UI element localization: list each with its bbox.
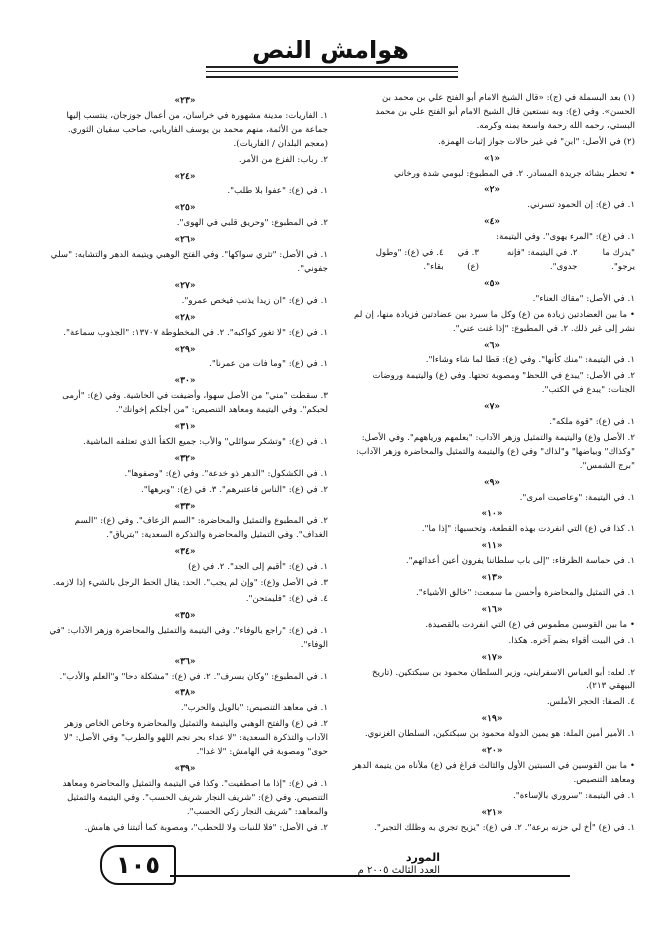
page-number: ١٠٥ [100,845,176,885]
verse-number: «٢٨» [174,312,196,323]
right-column [349,92,635,838]
footnote: ١. في (ع): "لا تغور كواكبه". ٢. في المخطوطة ١٣٧٠٧: "الجذوب سماعة". [63,327,328,338]
verse-number: «٢٩» [174,344,196,355]
verse-number: «٢٤» [174,171,196,182]
footnote: ١. في (ع): "وتشكر سوائلي" والأب: جميع الكفأ الذي تعتلفه الماشية. [83,436,328,447]
footnote: ١. في اليتيمة: "سروري بالإساءة". [512,790,635,801]
page-footer [100,845,570,885]
footnote: ١. في التمثيل والمحاضرة وأحسن ما سمعت: "خالق الأشياء". [416,588,635,598]
note-fragment: "يدرك ما يرجو". [602,248,635,272]
footnote: ١. في الأصل: "مقاك العناء". [532,293,635,304]
footnote: ١. في معاهد التنصيص: "بالويل والحرب". [180,703,328,714]
footnote: ٢. في المطبوع: "وحريق قلبي في الهوى". [176,218,328,229]
footnote: (١) بعد البسملة في (ج): «قال الشيخ الامام أبو الفتح علي بن محمد بن الحسن». وفي (ع): وبه نستعين قال الشيخ الامام أبو الفتح علي بن محمد البستي، رحمه الله رحمة واسعة بمنه وكرمه. [375,93,635,131]
note-fragment: ٤. في (ع): "وطول بقاء". [375,248,444,272]
verse-number: «٩» [483,477,501,488]
footnote: ١. في (ع): "عفوا بلا طلب". [227,186,328,197]
footnote: ١. في الكشكول: "الدهر ذو خدعة". وفي (ع): "وصفوها". [124,468,328,479]
footnote: ٢. في الأصل: "فلا للنبات ولا للحطب"، ومصوبة كما أثبتنا في هامش. [84,822,328,833]
verse-number: «١» [483,153,501,164]
verse-number: «١٦» [481,604,503,615]
footnote: ١. في اليتيمة: "وعاصيت امرى". [519,492,635,503]
footnote: ١. في (ع): "أقيم إلى الجد". ٢. في (ع) [188,562,328,573]
title-rule [206,66,458,68]
footnote: ١. في المطبوع: "وكان بسرف". ٢. في (ع): "مشكلة دحا" و"العلم والأدب". [59,671,328,682]
title-rule [206,71,458,72]
footnote: ١. في (ع): "راجع بالوفاء". وفي اليتيمة والتمثيل والمحاضرة وزهر الآداب: "في الوفاء". [49,625,328,650]
verse-number: «٢٧» [174,280,196,291]
footnote: • ما بين العضادتين زيادة من (ع) وكل ما سيرد بين عضادتين فزيادة منها، إن لم نشر إلى غير ذلك. ٢. في المطبوع: "إذا غنت عني". [353,309,635,334]
footnote: ٤. الصفا: الحجر الأملس. [546,697,635,708]
verse-number: «١٩» [481,714,503,725]
footnote: ٣. سقطت "مني" من الأصل سهوا، وأضيفت في الحاشية. وفي (ع): "أرمى لحبكم". وفي اليتيمة ومعاهد التنصيص: "من أجلكم إخوانك". [62,391,328,416]
issue-info: العدد الثالث ٢٠٠٥ م [357,865,440,876]
journal-name: المورد [405,851,440,864]
verse-number: «٥» [483,278,501,289]
footnote: ١. في البيت أقواء بضم آخره. هكذا. [508,635,635,646]
verse-number: «٣٩» [174,763,196,774]
note-fragment: ٢. في اليتيمة: "فإنه جدوى". [506,248,578,272]
title-rule [206,76,458,78]
footnote: ٢. في (ع): "الناس فاعتبرهم". ٣. في (ع): "وبرهها". [140,484,328,495]
verse-number: «٦» [483,340,501,351]
footnote: ٢. في المطبوع والتمثيل والمحاضرة: "السم الزعاف". وفي (ع): "السم الغداف". وفي التمثيل والمحاضرة والتذكرة السعدية: "بترياق". [74,516,328,541]
verse-number: «٣٨» [174,688,196,699]
footnote: ١. في (ع): إن الحمود تسرني. [527,200,635,211]
footnote: ٣. في الأصل و(ع): "وإن لم يجب". الحد: يقال الحط الرجل بالشيء إذا لازمه. [52,578,328,589]
footnote: ٤. في (ع): "فليمتحن". [245,594,328,604]
footnote: ١. في (ع): "قوة ملكه". [549,417,635,428]
footnote: ١. في (ع): "المرء يهوى". وفي اليتيمة: [496,232,635,243]
footnote: ١. كذا في (ع) التي انفردت بهذه القطعة، وتحسبها: "إذا ما". [421,524,635,535]
footnote: (٢) في الأصل: "ابن" في غير حالات جواز إثبات الهمزة. [438,136,635,147]
verse-number: «١١» [481,541,503,552]
verse-number: «٢٣» [174,96,196,106]
left-column [42,92,328,838]
verse-number: «٢٥» [174,203,196,214]
footnote: ١. في (ع): "ان زيدا يذنب فيخص عمرو". [181,295,328,306]
page-title: هوامش النص [252,36,409,64]
footnote: ١. الأمير أمين الملة: هو يمين الدولة محمود بن سبكتكين، السلطان الغزنوي. [364,729,635,740]
footnote: ١. في حماسة الظرفاء: "إلى باب سلطاننا يفرون أعين أعدائهم". [405,556,635,567]
verse-number: «١٧» [481,652,503,663]
footnote: ٢. في الأصل: "يبدع في اللحظ" ومصوبة تحتها. وفي (ع) واليتيمة وروضات الجنات: "يبدع في الكتب". [372,371,635,396]
verse-number: «٢٠» [481,746,503,757]
footnote: ١. في (ع): "وما فات من عمرنا". [209,359,328,370]
footnote: • ما بين القوسين مطموس في (ع) التي انفردت بالقصيدة. [425,619,635,630]
verse-number: «٣١» [174,422,196,433]
verse-number: «٣٤» [174,547,196,558]
footnote: ٢. لعله: أبو العباس الاسفرايني، وزير السلطان محمود بن سبكتكين. (تاريخ البيهقي ٢١٣). [371,667,635,692]
verse-number: «٣٠» [174,376,196,387]
footnote: ٢. رباب: الفزع من الأمر. [238,154,328,165]
footnote: • ما بين القوسين في السبتين الأول والثالث فراغ في (ع) ملأناه من يتيمة الدهر ومعاهد التنصيص. [352,760,635,785]
verse-number: «٢٦» [174,235,196,246]
footnote: ٢. الأصل و(ع) واليتيمة والتمثيل وزهر الآداب: "بعلمهم ورياههم". وفي الأصل: "وكذاك" وبياضها" و"لذاك" وفي (ع) واليتيمة والتمثيل والمحاضرة وزهر الآداب: "برج الشمس". [355,432,635,471]
verse-number: «٣٦» [174,656,196,667]
footnote: ١. الفاريات: مدينة مشهورة في خراسان، من أعمال جوزجان، ينتسب إليها جماعة من الأئمة، منهم محمد بن يوسف الفاريابي، صاحب سفيان الثوري. (معجم البلدان / الفاريات). [66,110,328,149]
verse-number: «٢١» [481,807,503,818]
verse-number: «٧» [483,402,501,413]
verse-number: «١٣» [481,573,503,584]
footnote: ٢. في (ع) والفتح الوهبي واليتيمة والتمثيل والمحاضرة وخاص الخاص وزهر الآداب والتذكرة السعدية: "لا عداء بحر نجم اللهو والطرب" وفي الأصل: "لا حوى" ومصوبة في الهامش: "لا غدا". [63,719,328,758]
footnote: ١. في اليتيمة: "منك كأنها". وفي (ع): قطا لما شاء وشاءا". [425,355,635,366]
footnote: ١. في (ع) "أخ لي حزنه برعة". ٢. في (ع): "يزيح تجري به وظلك التجبر". [374,822,635,833]
verse-number: «٢» [483,185,501,196]
footnote: ١. في (ع): "إذا ما اصطفيت". وكذا في اليتيمة والتمثيل والمحاضرة ومعاهد التنصيص. وفي (ع): "شريف النجار شريف الحسب". وفي اليتيمة والتمثيل والمعاهد: "شريف النجار زكي الحسب". [62,778,328,817]
verse-number: «١٠» [481,509,503,520]
footnote: ١. في الأصل: "تثري سواكها". وفي الفتح الوهبي ويتيمة الدهر والتشابه: "سلي جفوني". [50,250,328,274]
verse-number: «٣٥» [174,610,196,621]
verse-number: «٤» [483,217,501,228]
note-fragment: ٣. في (ع) [457,248,480,272]
footnote: • تحطر بشائه جريدة المسادر. ٢. في المطبوع: لبومي شدة ورخاني [394,168,635,179]
verse-number: «٣٢» [174,453,196,464]
note-row [349,247,635,275]
verse-number: «٣٣» [174,501,196,512]
